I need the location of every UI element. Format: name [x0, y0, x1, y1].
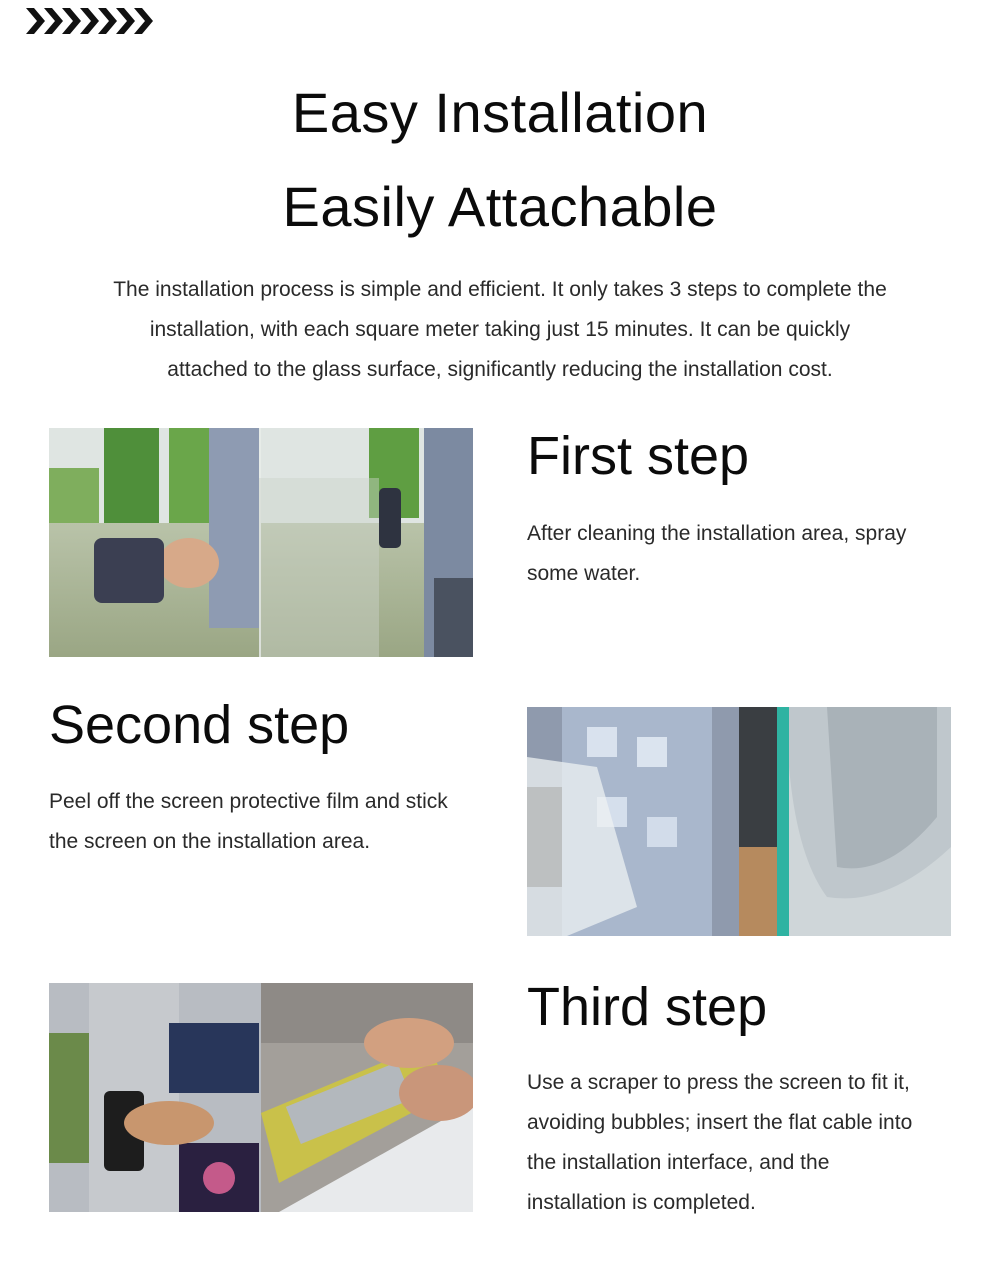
step3-desc-line: the installation interface, and the	[527, 1151, 830, 1174]
intro-line: attached to the glass surface, significantly reducing the installation cost.	[167, 358, 833, 381]
step3-desc-line: installation is completed.	[527, 1191, 756, 1214]
step1-desc-line: After cleaning the installation area, spray	[527, 522, 907, 545]
step1-desc-line: some water.	[527, 562, 641, 585]
step3-desc-line: avoiding bubbles; insert the flat cable into	[527, 1111, 913, 1134]
step2-description	[49, 782, 489, 862]
step2-desc-line: Peel off the screen protective film and stick	[49, 790, 448, 813]
page-title: Easy Installation	[291, 81, 709, 144]
step2-photo	[527, 707, 951, 936]
step3-desc-line: Use a scraper to press the screen to fit it,	[527, 1071, 910, 1094]
step1-photo	[49, 428, 473, 657]
step3-title: Third step	[527, 977, 768, 1037]
step1-title: First step	[527, 426, 750, 486]
intro-line: The installation process is simple and efficient. It only takes 3 steps to complete the	[113, 278, 887, 301]
step3-photo	[49, 983, 473, 1212]
intro-paragraph	[80, 270, 920, 390]
chevrons-right-icon	[26, 6, 156, 36]
step3-description	[527, 1063, 967, 1223]
intro-line: installation, with each square meter taking just 15 minutes. It can be quickly	[149, 318, 851, 341]
step2-desc-line: the screen on the installation area.	[49, 830, 371, 853]
step1-description	[527, 514, 957, 594]
page-subtitle: Easily Attachable	[282, 175, 718, 238]
step2-title: Second step	[49, 695, 350, 755]
